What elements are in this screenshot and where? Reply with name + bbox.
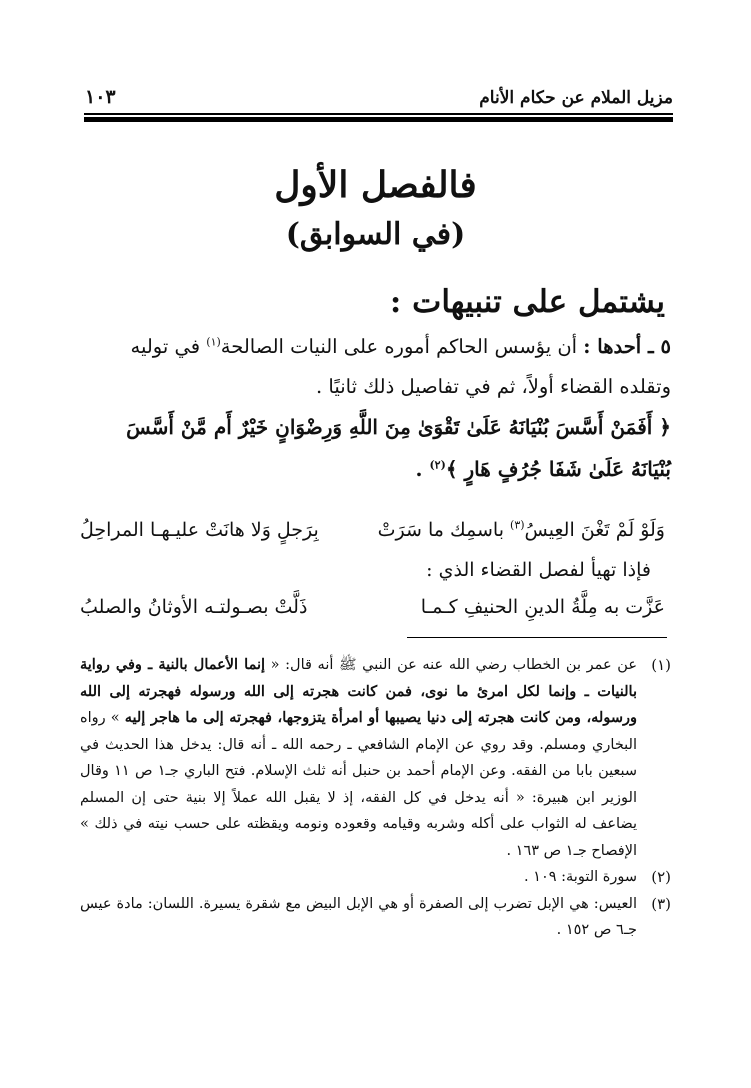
- footnote-3: [80, 891, 671, 944]
- poem-line: [80, 513, 665, 547]
- item-number: ٥ ـ أحدها :: [583, 335, 671, 358]
- footnote-ref: (٣): [510, 518, 525, 532]
- hemistich-second: بِرَجلٍ وَلا هانَتْ عليـهـا المراحِلُ: [80, 519, 319, 541]
- paragraph-text: أن يؤسس الحاكم أموره على النيات الصالحة: [220, 335, 584, 358]
- footnote-text: عن عمر بن الخطاب رضي الله عنه عن النبي ﷺ أنه قال: «: [265, 657, 637, 673]
- hemistich-first: عَزَّت به مِلَّةُ الدينِ الحنيفِ كـمـا: [420, 596, 665, 618]
- running-title: مزيل الملام عن حكام الأنام: [479, 88, 673, 108]
- footnote-separator: [407, 637, 667, 638]
- footnote-mark: (٣): [651, 894, 671, 913]
- prose-line: فإذا تهيأ لفصل القضاء الذي :: [426, 559, 651, 581]
- verse-end: .: [415, 457, 430, 481]
- header-rule-thin: [84, 113, 673, 115]
- chapter-subtitle: (في السوابق): [285, 217, 466, 252]
- footnote-1: [80, 652, 671, 864]
- footnote-text: » رواه البخاري ومسلم. وقد روي عن الإمام الشافعي ـ رحمه الله ـ أنه قال: يدخل هذا الحديث في سبعين بابا من الفقه. وعن الإمام أحمد بن حنبل أنه ثلث الإسلام. فتح الباري جـ١ ص ١١ وقال الوزير ابن هبيرة: « أنه يدخل في كل الفقه، إذ لا يقبل الله عملاً إلا بنية حتى إن المسلم يضاعف له الثواب على أكله وشربه وقيامه وقعوده ونومه ويقظته على حسب نيته في ذلك » الإفصاح جـ١ ص ١٦٣ .: [80, 710, 638, 859]
- paragraph-one: [80, 327, 671, 407]
- page-header: [85, 84, 673, 108]
- footnote-2: [80, 864, 671, 891]
- footnotes: [80, 652, 671, 944]
- hadith-text: إنما الأعمال بالنية ـ وفي رواية بالنيات ـ وإنما لكل امرئ ما نوى، فمن كانت هجرته إلى الله ورسوله فهجرته إلى الله ورسوله، ومن كانت هجرته إلى دنيا يصيبها أو امرأة يتزوجها، فهجرته إلى ما هاجر إليه: [80, 656, 637, 726]
- verse-text: ﴿ أَفَمَنْ أَسَّسَ بُنْيَانَهُ عَلَىٰ تَقْوَىٰ مِنَ اللَّهِ وَرِضْوَانٍ خَيْرٌ أَم مَّنْ أَسَّسَ بُنْيَانَهُ عَلَىٰ شَفَا جُرُفٍ هَارٍ ﴾: [126, 415, 671, 481]
- footnote-ref: (٢): [429, 458, 446, 472]
- poem-line: [80, 590, 665, 624]
- hemistich-first: [378, 513, 665, 547]
- hemistich-second: ذَلَّتْ بصـولتـه الأوثانُ والصلبُ: [80, 596, 308, 618]
- footnote-text: العيس: هي الإبل تضرب إلى الصفرة أو هي الإبل البيض مع شقرة يسيرة. اللسان: مادة عيس جـ٦ ص ١٥٢ .: [80, 895, 637, 938]
- section-heading: يشتمل على تنبيهات :: [389, 284, 665, 320]
- footnote-ref: (١): [206, 335, 221, 349]
- hemistich-text: باسمِك ما سَرَتْ: [377, 519, 511, 541]
- page-number: ١٠٣: [85, 86, 116, 108]
- chapter-title: فالفصل الأول: [274, 164, 477, 206]
- paragraph-text: في توليه وتقلده القضاء أولاً، ثم في تفاصيل ذلك ثانيًا .: [130, 335, 671, 398]
- hemistich-text: وَلَوْ لَمْ تَغْنَ العِيسُ: [524, 519, 665, 541]
- footnote-mark: (٢): [651, 868, 671, 886]
- footnote-mark: (١): [651, 656, 671, 674]
- quran-verse: [80, 406, 671, 490]
- footnote-text: سورة التوبة: ١٠٩ .: [523, 869, 637, 885]
- header-rule-thick: [84, 117, 673, 122]
